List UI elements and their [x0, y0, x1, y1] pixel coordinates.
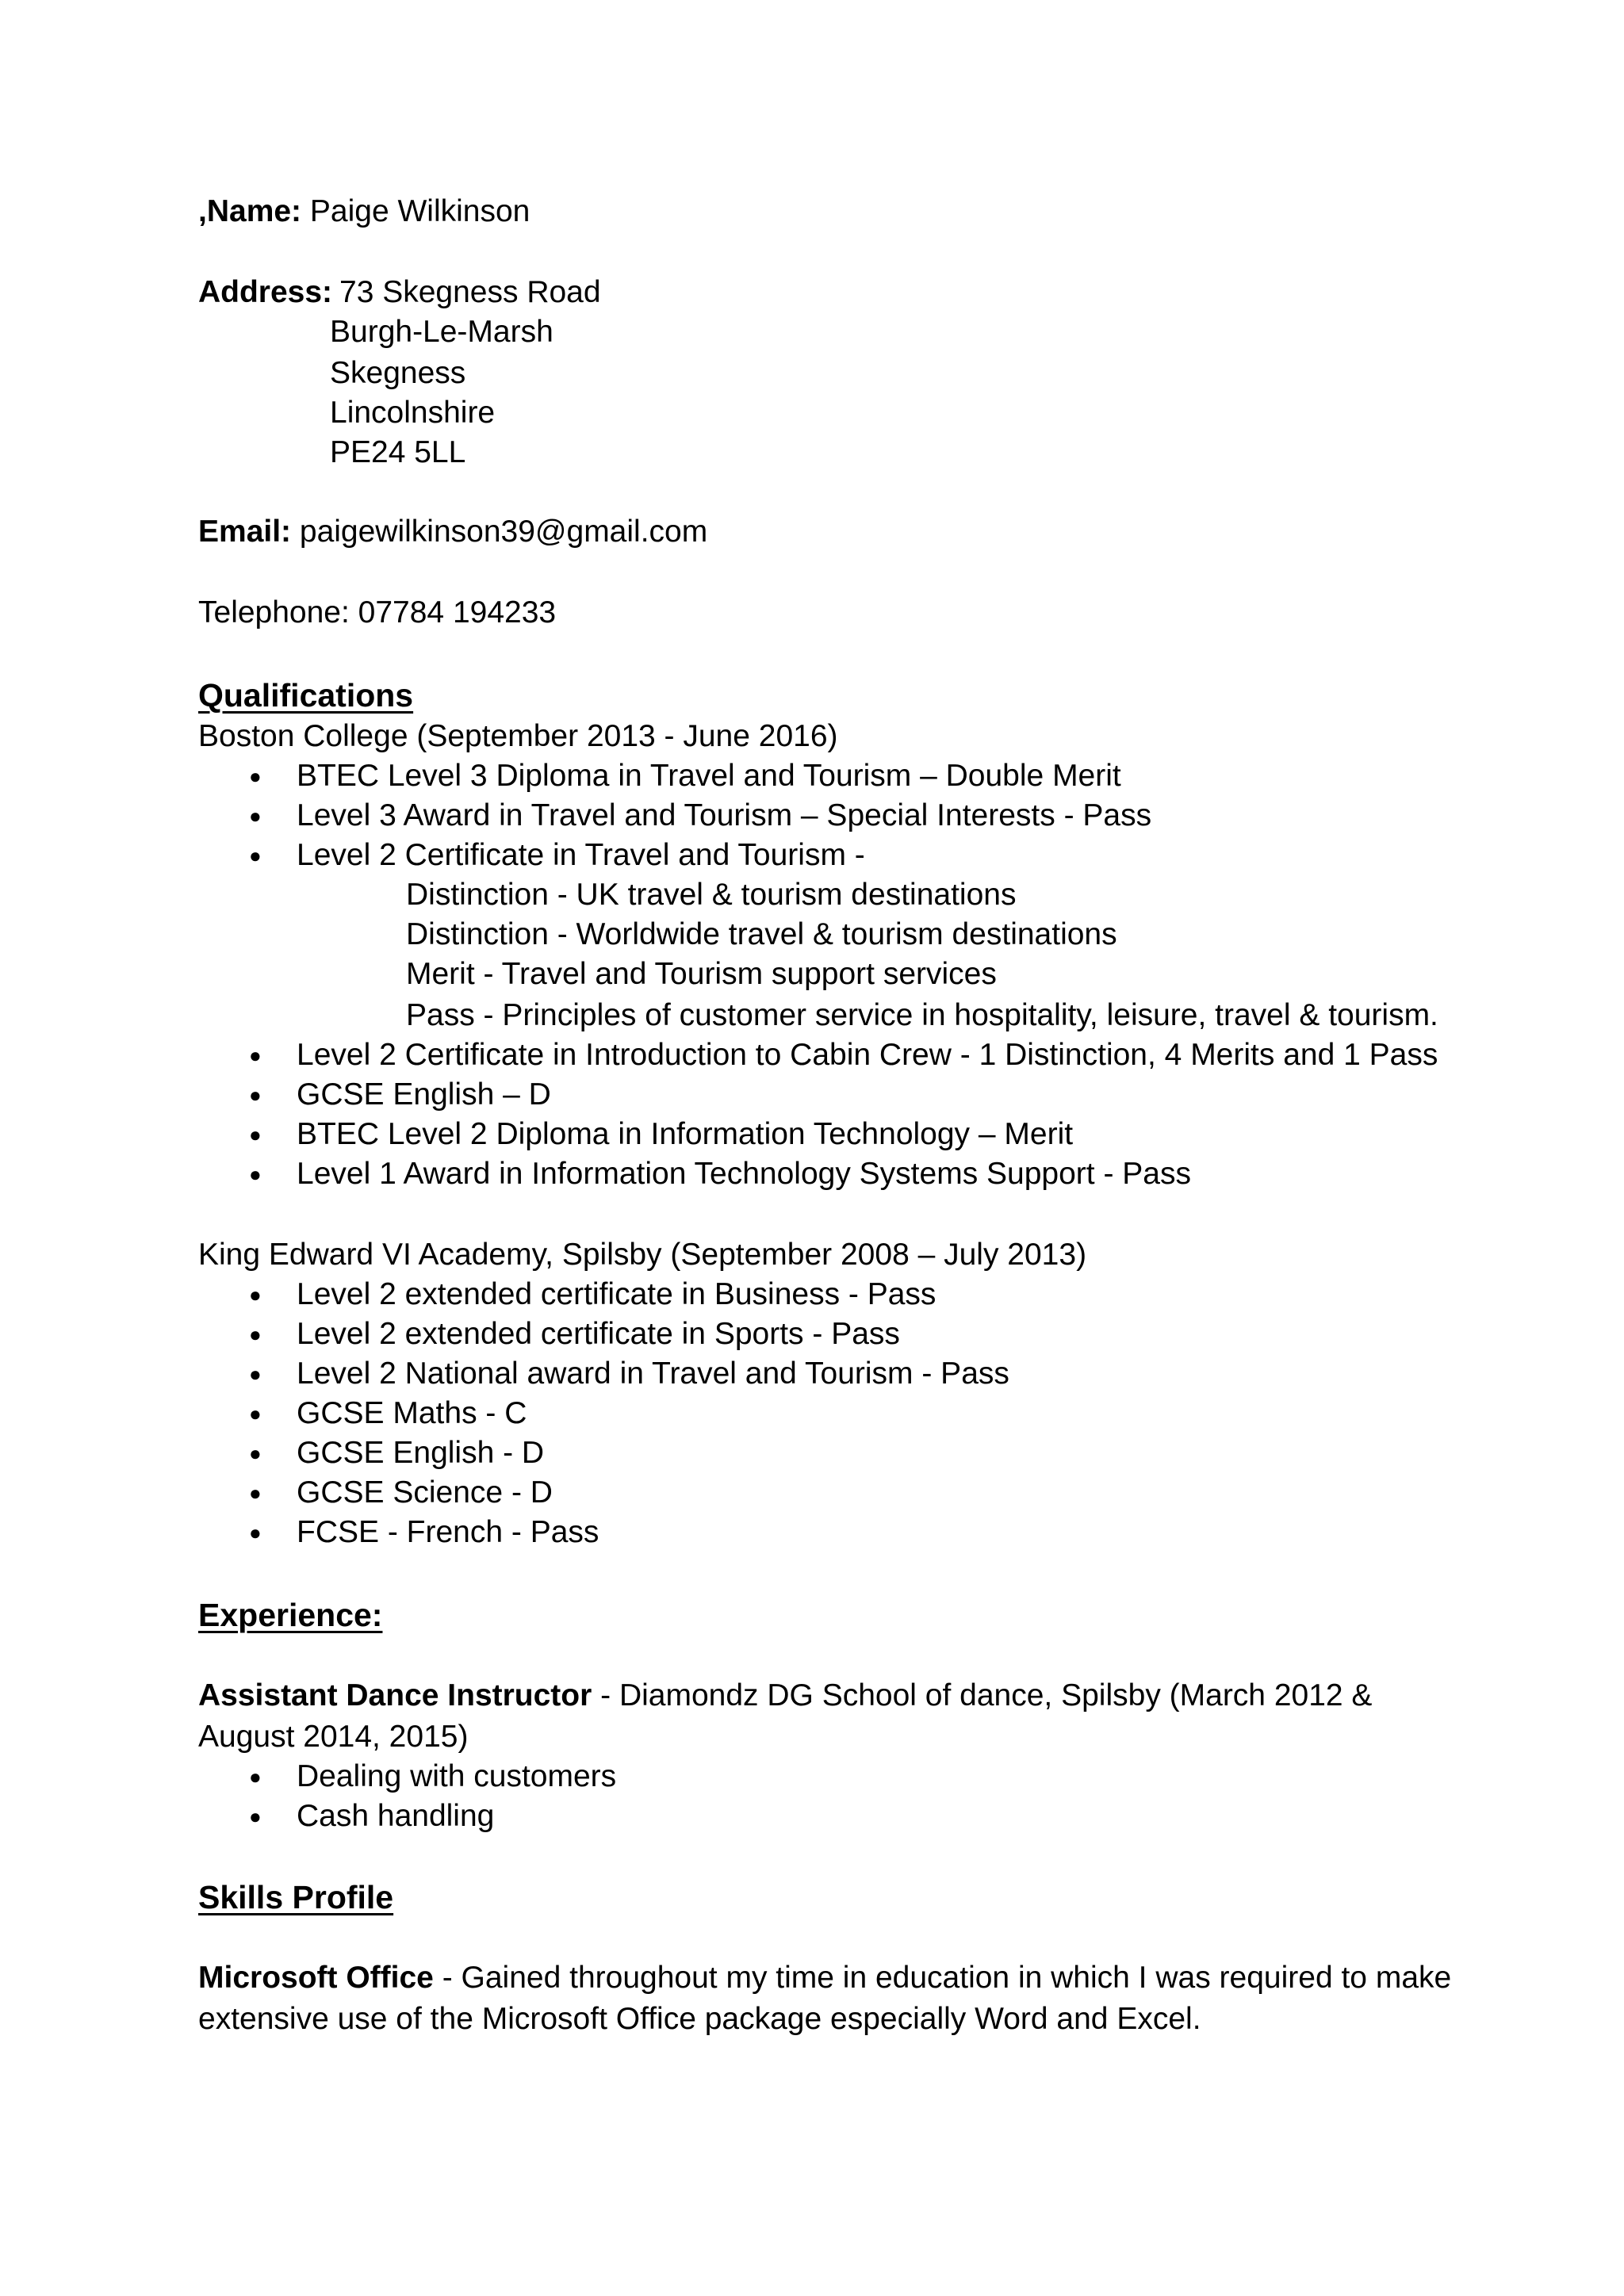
name-value: Paige Wilkinson: [301, 194, 530, 228]
address-label: [198, 273, 332, 312]
list-item: ● Level 2 extended certificate in Sports - Pass: [198, 1314, 1009, 1354]
experience-list: [198, 1757, 616, 1836]
sub-item: Distinction - Worldwide travel & tourism destinations: [406, 917, 1117, 951]
telephone-line: Telephone: 07784 194233: [198, 595, 557, 629]
college-title: Boston College (September 2013 - June 2016): [198, 719, 838, 753]
list-item: ● FCSE - French - Pass: [198, 1513, 1009, 1552]
list-item: ● GCSE English – D: [198, 1075, 1438, 1115]
skill-text: - Gained throughout my time in education in which I was required to make: [433, 1961, 1452, 1995]
list-item: ● BTEC Level 3 Diploma in Travel and Tourism – Double Merit: [198, 756, 1151, 796]
list-item: ● Level 1 Award in Information Technology Systems Support - Pass: [198, 1154, 1438, 1194]
skill-name: Microsoft Office: [198, 1961, 434, 1995]
email-line: [198, 512, 707, 552]
college-list: [198, 756, 1151, 875]
experience-role: Assistant Dance Instructor: [198, 1678, 592, 1712]
list-item: ● Level 2 Certificate in Travel and Tourism -: [198, 836, 1151, 875]
academy-list: [198, 1275, 1009, 1552]
email-label: Email:: [198, 515, 292, 549]
address-label-text: Address:: [198, 275, 333, 309]
sub-item: Merit - Travel and Tourism support services: [406, 957, 997, 991]
address-line-3: Skegness: [330, 356, 466, 390]
list-item: ● Level 3 Award in Travel and Tourism – Special Interests - Pass: [198, 796, 1151, 836]
college-list-continued: [198, 1035, 1438, 1194]
sub-item: Distinction - UK travel & tourism destinations: [406, 878, 1017, 912]
list-item: ● GCSE Science - D: [198, 1473, 1009, 1513]
skill-line2: extensive use of the Microsoft Office package especially Word and Excel.: [198, 2002, 1201, 2036]
list-item: ● BTEC Level 2 Diploma in Information Technology – Merit: [198, 1115, 1438, 1154]
address-line-1: 73 Skegness Road: [339, 275, 601, 309]
sub-item: Pass - Principles of customer service in hospitality, leisure, travel & tourism.: [406, 998, 1438, 1032]
skill-line1: [198, 1958, 1451, 1998]
email-value: paigewilkinson39@gmail.com: [291, 515, 708, 549]
list-item: ● Level 2 Certificate in Introduction to Cabin Crew - 1 Distinction, 4 Merits and 1 Pass: [198, 1035, 1438, 1075]
address-line-5: PE24 5LL: [330, 435, 466, 469]
list-item: ● Level 2 National award in Travel and Tourism - Pass: [198, 1354, 1009, 1394]
qualifications-heading: Qualifications: [198, 677, 414, 714]
name-line: [198, 192, 530, 232]
academy-title: King Edward VI Academy, Spilsby (September 2008 – July 2013): [198, 1238, 1087, 1272]
experience-detail: - Diamondz DG School of dance, Spilsby (March 2012 &: [592, 1678, 1373, 1712]
list-item: ● Dealing with customers: [198, 1757, 616, 1797]
list-item: ● Cash handling: [198, 1797, 616, 1836]
name-label: ,Name:: [198, 194, 302, 228]
list-item: ● Level 2 extended certificate in Business - Pass: [198, 1275, 1009, 1314]
experience-heading: Experience:: [198, 1597, 383, 1633]
skills-heading: Skills Profile: [198, 1879, 394, 1915]
address-line-4: Lincolnshire: [330, 396, 496, 430]
experience-detail-line2: August 2014, 2015): [198, 1720, 469, 1754]
experience-role-line: [198, 1676, 1372, 1716]
list-item: ● GCSE Maths - C: [198, 1394, 1009, 1433]
address-line-2: Burgh-Le-Marsh: [330, 315, 553, 349]
list-item: ● GCSE English - D: [198, 1433, 1009, 1473]
